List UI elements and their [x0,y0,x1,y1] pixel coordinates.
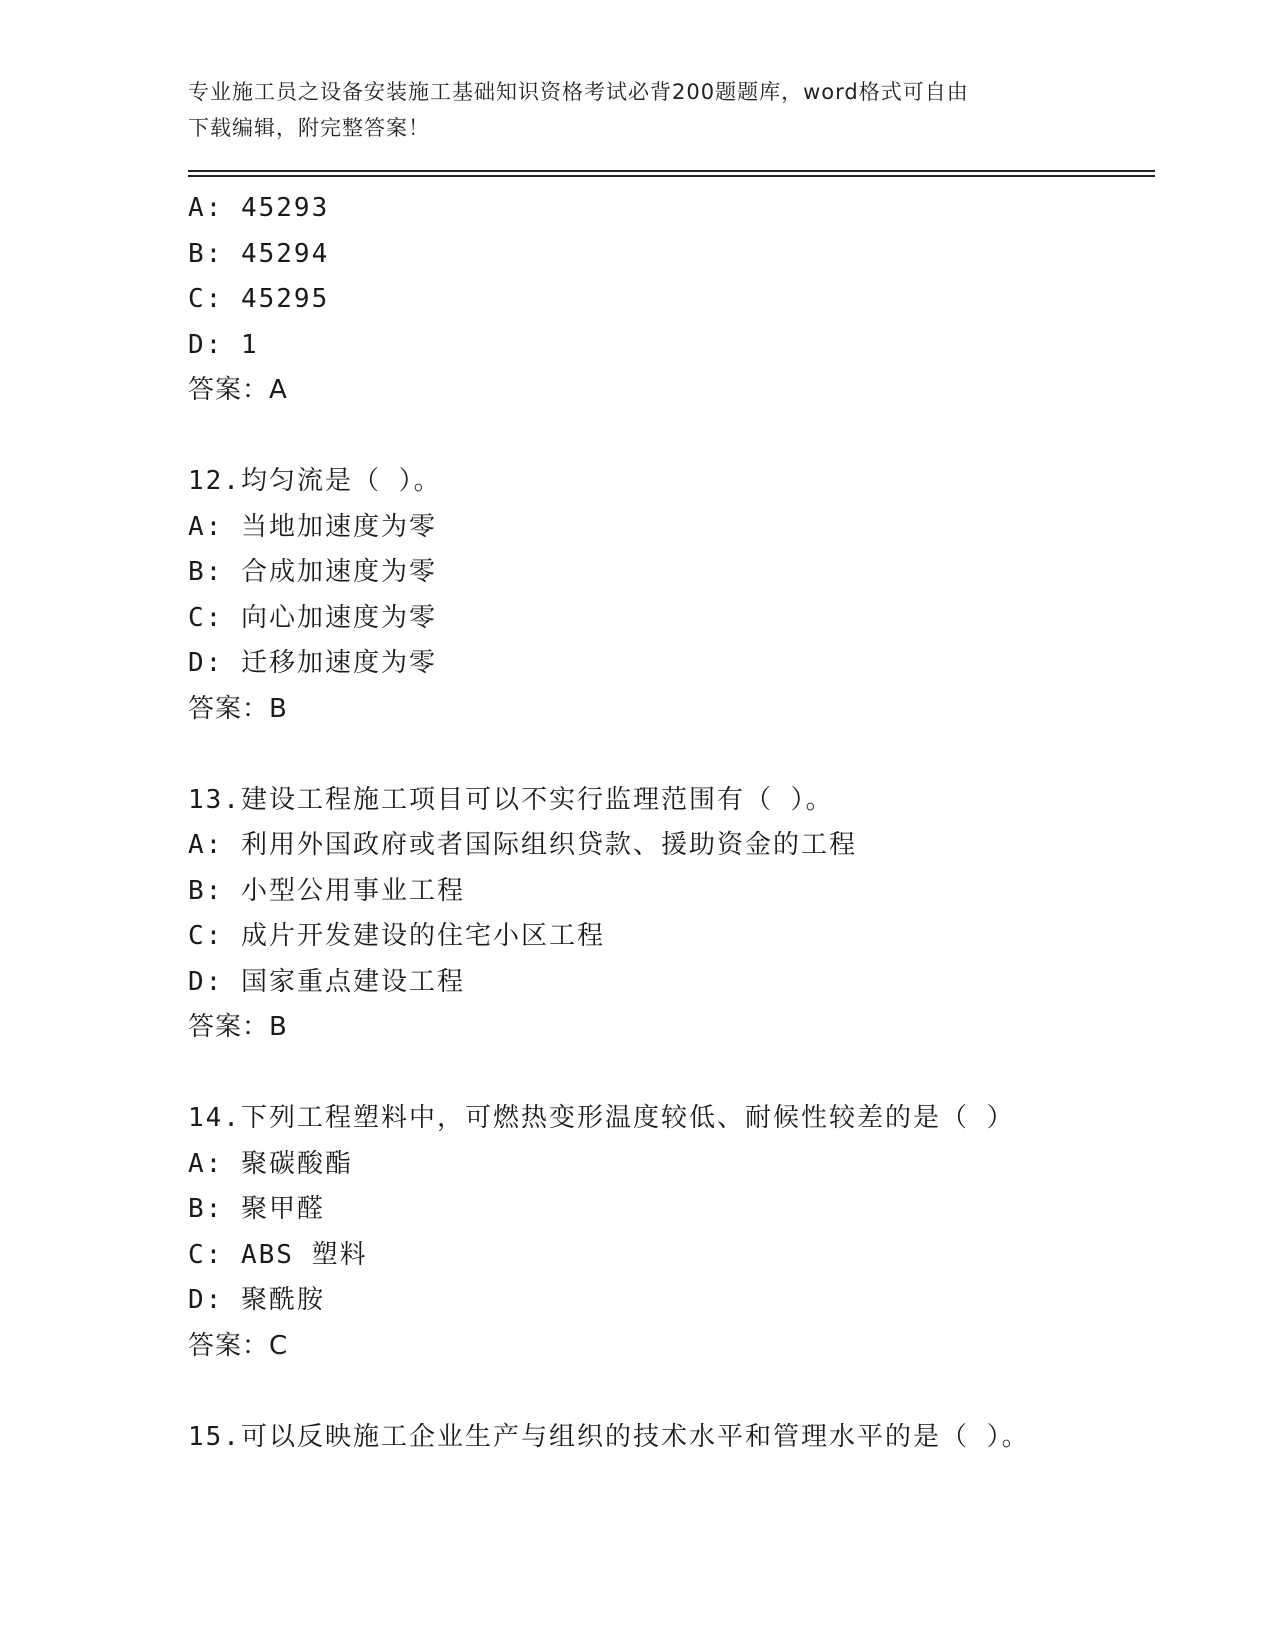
answer: 答案：A [188,375,288,405]
option-d: D: 国家重点建设工程 [188,966,465,997]
question-13 [188,778,1155,1051]
option-a: A: 当地加速度为零 [188,511,437,542]
option-c: C: 成片开发建设的住宅小区工程 [188,921,605,951]
option-c: C: 向心加速度为零 [188,602,437,633]
question-11 [188,186,1155,414]
document-header [188,74,1068,146]
option-d: D: 迁移加速度为零 [188,648,437,678]
question-text: 12.均匀流是（ ）。 [188,466,442,496]
question-14 [188,1096,1155,1369]
question-list [188,186,1155,1460]
option-a: A: 45293 [188,193,330,223]
question-text: 13.建设工程施工项目可以不实行监理范围有（ ）。 [188,784,834,815]
header-line-2: 下载编辑，附完整答案！ [188,116,430,140]
option-b: B: 45294 [188,238,330,269]
option-b: B: 聚甲醛 [188,1194,325,1224]
option-a: A: 利用外国政府或者国际组织贷款、援助资金的工程 [188,830,857,860]
question-text: 15.可以反映施工企业生产与组织的技术水平和管理水平的是（ ）。 [188,1421,1030,1452]
question-text: 14.下列工程塑料中，可燃热变形温度较低、耐候性较差的是（ ） [188,1103,1015,1133]
question-12 [188,459,1155,732]
option-b: B: 小型公用事业工程 [188,875,465,906]
option-b: B: 合成加速度为零 [188,557,437,587]
header-line-1: 专业施工员之设备安装施工基础知识资格考试必背200题题库，word格式可自由 [188,80,969,104]
option-a: A: 聚碳酸酯 [188,1148,353,1179]
header-divider-bottom [188,175,1155,177]
header-divider-top [188,170,1155,172]
spacer [188,1051,1155,1097]
answer: 答案：B [188,693,288,724]
answer: 答案：C [188,1330,289,1361]
answer: 答案：B [188,1012,288,1042]
spacer [188,1369,1155,1415]
spacer [188,732,1155,778]
spacer [188,414,1155,460]
option-d: D: 1 [188,329,259,360]
option-c: C: 45295 [188,284,330,314]
question-15 [188,1415,1155,1461]
option-d: D: 聚酰胺 [188,1285,325,1315]
option-c: C: ABS 塑料 [188,1239,368,1270]
